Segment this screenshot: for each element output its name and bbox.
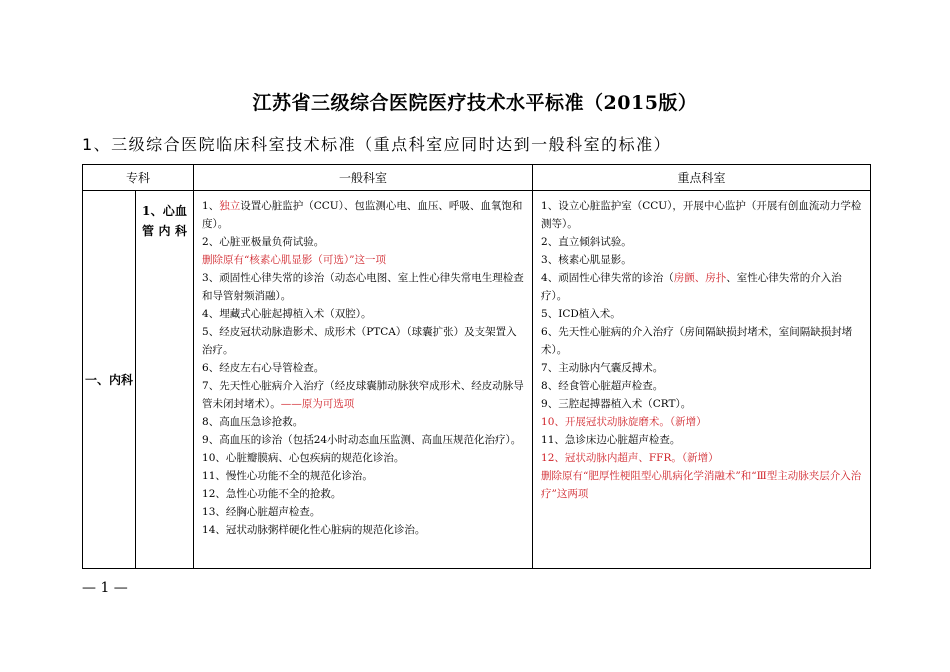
list-item xyxy=(541,395,862,413)
item-text: 2、直立倾斜试验。 xyxy=(541,236,632,248)
item-text: 13、经胸心脏超声检查。 xyxy=(202,506,321,518)
list-item xyxy=(541,197,862,233)
list-item xyxy=(202,269,524,305)
table-header-row xyxy=(83,165,871,191)
item-text: 1、设立心脏监护室（CCU），开展中心监护（开展有创血流动力学检测等）。 xyxy=(541,200,862,230)
list-item xyxy=(541,233,862,251)
list-item xyxy=(202,449,524,467)
item-text: 4、顽固性心律失常的诊治（ xyxy=(541,272,674,284)
item-text: 3、顽固性心律失常的诊治（动态心电图、室上性心律失常电生理检查和导管射频消融）。 xyxy=(202,272,524,302)
item-text: 9、高血压的诊治（包括24小时动态血压监测、高血压规范化治疗）。 xyxy=(202,434,522,446)
revision-note: 删除原有“肥厚性梗阻型心肌病化学消融术”和“Ⅲ型主动脉夹层介入治疗”这两项 xyxy=(541,470,862,500)
item-text: 8、经食管心脏超声检查。 xyxy=(541,380,664,392)
item-text: 7、主动脉内气囊反搏术。 xyxy=(541,362,664,374)
item-text: 2、心脏亚极量负荷试验。 xyxy=(202,236,325,248)
list-item xyxy=(541,431,862,449)
list-item xyxy=(541,413,862,431)
revision-note: ——原为可选项 xyxy=(280,398,355,410)
list-item xyxy=(202,305,524,323)
list-item xyxy=(202,359,524,377)
item-text: 6、经皮左右心导管检查。 xyxy=(202,362,325,374)
section-subtitle: 1、三级综合医院临床科室技术标准（重点科室应同时达到一般科室的标准） xyxy=(82,135,672,154)
list-item xyxy=(202,323,524,359)
list-item xyxy=(202,431,524,449)
list-item xyxy=(541,467,862,503)
list-item xyxy=(202,521,524,539)
table-row xyxy=(83,191,871,569)
list-item xyxy=(541,323,862,359)
list-item xyxy=(202,467,524,485)
revision-note: 独立 xyxy=(219,200,241,212)
list-item xyxy=(541,377,862,395)
list-item xyxy=(541,449,862,467)
item-text: 5、ICD植入术。 xyxy=(541,308,621,320)
revision-note: 删除原有“核素心肌显影（可选）”这一项 xyxy=(202,254,387,266)
list-item xyxy=(202,233,524,251)
document-title: 江苏省三级综合医院医疗技术水平标准（2015版） xyxy=(252,92,698,114)
item-text: 6、先天性心脏病的介入治疗（房间隔缺损封堵术，室间隔缺损封堵术）。 xyxy=(541,326,853,356)
list-item xyxy=(202,197,524,233)
revision-note: 10、开展冠状动脉旋磨术。（新增） xyxy=(541,416,707,428)
list-item xyxy=(541,251,862,269)
list-item xyxy=(541,305,862,323)
item-text: 5、经皮冠状动脉造影术、成形术（PTCA）（球囊扩张）及支架置入治疗。 xyxy=(202,326,517,356)
item-text: 7、先天性心脏病介入治疗（经皮球囊肺动脉狭窄成形术、经皮动脉导管未闭封堵术）。 xyxy=(202,380,524,410)
general-dept-list xyxy=(194,191,533,569)
subspecialty-cell: 1、心血管内科 xyxy=(136,191,194,569)
list-item xyxy=(202,413,524,431)
list-item xyxy=(202,251,524,269)
item-text: 设置心脏监护（CCU）、包监测心电、血压、呼吸、血氧饱和度）。 xyxy=(202,200,523,230)
list-item xyxy=(541,359,862,377)
list-item xyxy=(202,377,524,413)
item-text: 9、三腔起搏器植入术（CRT）。 xyxy=(541,398,692,410)
header-general-dept: 一般科室 xyxy=(194,165,533,191)
key-dept-list xyxy=(533,191,871,569)
item-text: 4、埋藏式心脏起搏植入术（双腔）。 xyxy=(202,308,372,320)
item-text: 10、心脏瓣膜病、心包疾病的规范化诊治。 xyxy=(202,452,405,464)
standards-table xyxy=(82,164,871,569)
item-text: 8、高血压急诊抢救。 xyxy=(202,416,304,428)
revision-note: 12、冠状动脉内超声、FFR。（新增） xyxy=(541,452,719,464)
list-item xyxy=(541,269,862,305)
list-item xyxy=(202,503,524,521)
revision-note: 房颤、房扑 xyxy=(673,272,727,284)
department-cell: 一、内科 xyxy=(83,191,136,569)
header-specialty: 专科 xyxy=(83,165,194,191)
page-number: — 1 — xyxy=(82,580,128,596)
item-text: 3、核素心肌显影。 xyxy=(541,254,632,266)
item-text: 11、慢性心功能不全的规范化诊治。 xyxy=(202,470,373,482)
item-text: 11、急诊床边心脏超声检查。 xyxy=(541,434,681,446)
list-item xyxy=(202,485,524,503)
header-key-dept: 重点科室 xyxy=(533,165,871,191)
item-text: 、室性心律失常的介入治疗）。 xyxy=(541,272,842,302)
item-text: 14、冠状动脉粥样硬化性心脏病的规范化诊治。 xyxy=(202,524,426,536)
item-text: 12、急性心功能不全的抢救。 xyxy=(202,488,342,500)
item-text: 1、 xyxy=(202,200,220,212)
